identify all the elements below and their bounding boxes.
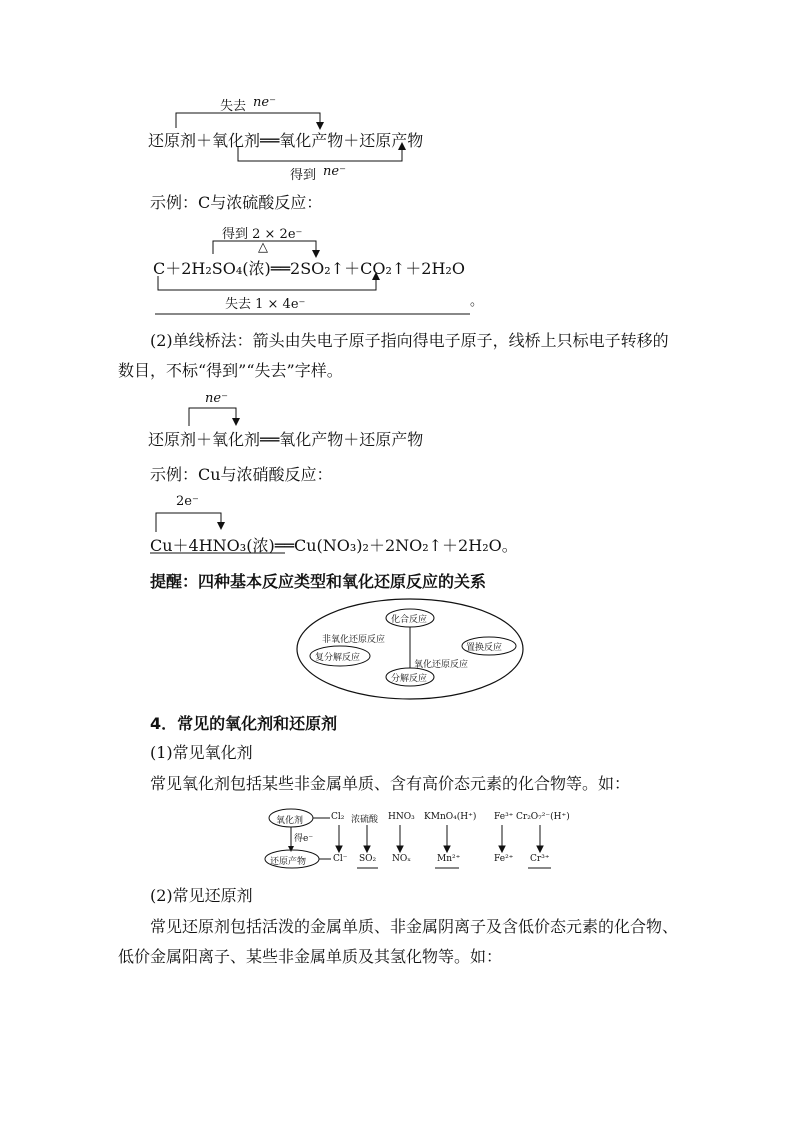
dual-bridge-equation: 还原剂＋氧化剂══氧化产物＋还原产物: [148, 131, 424, 150]
single-bridge-equation: 还原剂＋氧化剂══氧化产物＋还原产物: [148, 430, 424, 449]
section4-para2: 常见还原剂包括活泼的金属单质、非金属阴离子及含低价态元素的化合物、低价金属阳离子、某些非金属单质及其氢化物等。如：: [118, 917, 679, 966]
section4-title: 4．常见的氧化剂和还原剂: [150, 714, 338, 733]
section4-sub2: (2)常见还原剂: [150, 886, 253, 905]
example1-end-mark: 。: [470, 294, 484, 309]
product-item: SO₂: [359, 854, 377, 864]
reagent-item: Cl₂: [331, 812, 345, 822]
reagent-item: KMnO₄(H⁺): [424, 812, 477, 822]
section4-sub1: (1)常见氧化剂: [150, 743, 253, 762]
gain-label: 得到: [290, 168, 317, 183]
single-bridge-label: ne⁻: [205, 391, 228, 406]
single-bridge-heading: (2)单线桥法：箭头由失电子原子指向得电子原子，线桥上只标电子转移的数目，不标“得到”“失去”字样。: [118, 331, 669, 380]
product-item: Mn²⁺: [437, 854, 461, 864]
heat-symbol: △: [258, 240, 268, 255]
product-item: NOₓ: [392, 854, 412, 864]
reagent-item: Fe³⁺: [494, 812, 514, 822]
section4-para1: 常见氧化剂包括某些非金属单质、含有高价态元素的化合物等。如：: [150, 774, 631, 793]
example1-gain-label: 得到 2 × 2e⁻: [222, 227, 303, 242]
gain-electron-label: 得e⁻: [294, 834, 314, 844]
example2-label: 2e⁻: [176, 494, 199, 509]
example1-equation: C＋2H₂SO₄(浓)══2SO₂↑＋CO₂↑＋2H₂O: [153, 259, 465, 278]
venn-redox: 氧化还原反应: [414, 660, 469, 670]
reagent-item: HNO₃: [388, 812, 415, 822]
example1-intro: 示例：C与浓硫酸反应：: [150, 193, 323, 212]
venn-non-redox: 非氧化还原反应: [322, 635, 386, 645]
lose-var: ne⁻: [253, 95, 276, 110]
example2-equation: Cu＋4HNO₃(浓)══Cu(NO₃)₂＋2NO₂↑＋2H₂O。: [150, 536, 518, 555]
gain-var: ne⁻: [323, 164, 346, 179]
product-item: Cl⁻: [333, 854, 348, 864]
reagent-item: 浓硫酸: [351, 815, 379, 825]
oxidant-label: 氧化剂: [276, 816, 304, 826]
lose-label: 失去: [220, 99, 247, 114]
product-item: Fe²⁺: [494, 854, 514, 864]
venn-displacement: 置换反应: [466, 643, 503, 653]
reduced-product-label: 还原产物: [270, 857, 307, 867]
reminder-text: 提醒：四种基本反应类型和氧化还原反应的关系: [150, 572, 487, 591]
product-item: Cr³⁺: [530, 854, 550, 864]
example1-lose-label: 失去 1 × 4e⁻: [225, 297, 306, 312]
venn-decomposition: 分解反应: [391, 674, 428, 684]
venn-combination: 化合反应: [391, 615, 428, 625]
example2-intro: 示例：Cu与浓硝酸反应：: [150, 465, 333, 484]
venn-double-decomposition: 复分解反应: [315, 653, 361, 663]
reagent-item: Cr₂O₇²⁻(H⁺): [516, 812, 570, 822]
